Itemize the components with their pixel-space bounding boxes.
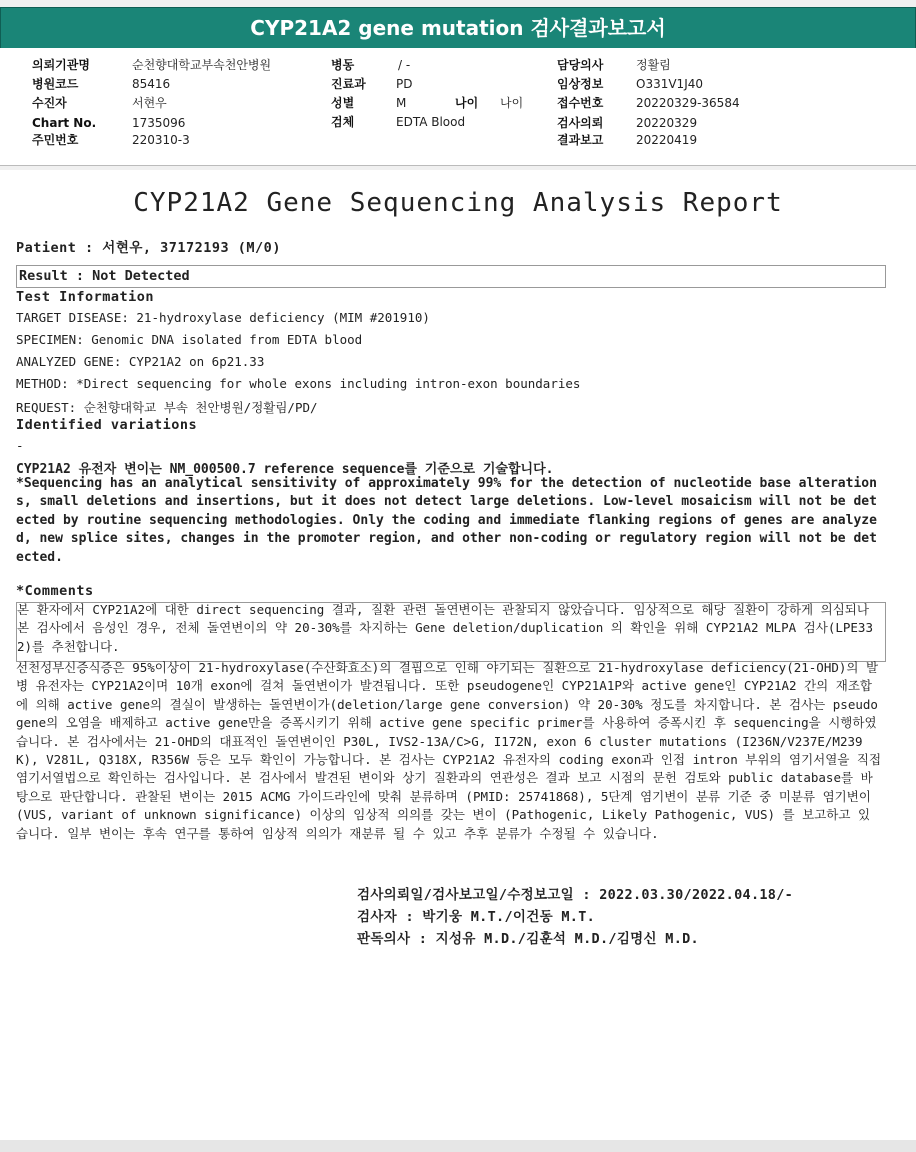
label-resident-number: 주민번호 xyxy=(32,133,79,147)
result-box xyxy=(16,265,886,288)
reading-physician-line: 판독의사 : 지성유 M.D./김훈석 M.D./김명신 M.D. xyxy=(357,931,699,947)
value-age: 나이 xyxy=(500,96,524,110)
report-banner-title: CYP21A2 gene mutation 검사결과보고서 xyxy=(0,7,916,49)
examiner-line: 검사자 : 박기웅 M.T./이건동 M.T. xyxy=(357,909,596,925)
value-sex: M xyxy=(396,96,407,110)
label-specimen: 검체 xyxy=(331,115,355,129)
label-ward: 병동 xyxy=(331,58,355,72)
report-dates: 검사의뢰일/검사보고일/수정보고일 : 2022.03.30/2022.04.18/- xyxy=(357,887,794,903)
identified-variations-value: - xyxy=(16,438,24,453)
label-attending-doctor: 담당의사 xyxy=(557,58,604,72)
label-patient-name: 수진자 xyxy=(32,96,67,110)
label-report-date: 결과보고 xyxy=(557,133,604,147)
report-title: CYP21A2 Gene Sequencing Analysis Report xyxy=(133,188,783,218)
value-request-date: 20220329 xyxy=(636,116,698,130)
page-footer xyxy=(0,1140,916,1152)
analyzed-gene: ANALYZED GENE: CYP21A2 on 6p21.33 xyxy=(16,354,265,369)
specimen-line: SPECIMEN: Genomic DNA isolated from EDTA blood xyxy=(16,332,363,347)
label-age: 나이 xyxy=(455,96,479,110)
value-ward: / - xyxy=(398,58,411,72)
label-chart-no: Chart No. xyxy=(32,116,97,130)
value-resident-number: 220310-3 xyxy=(132,133,190,147)
value-patient-name: 서현우 xyxy=(132,96,167,110)
value-hospital-code: 85416 xyxy=(132,77,171,91)
label-requesting-institution: 의뢰기관명 xyxy=(32,58,90,72)
value-attending-doctor: 정활림 xyxy=(636,58,671,72)
request-line: REQUEST: 순천향대학교 부속 천안병원/정활림/PD/ xyxy=(16,400,318,415)
report-body xyxy=(0,170,916,1140)
sensitivity-note: *Sequencing has an analytical sensitivity of approximately 99% for the detection of nucleotide base alterations, small deletions and insertions, but it does not detect large deletions. Low-level mosaicism will not be detected by routine sequencing methodologies. Only the coding and immediate flanking regions of genes are analyzed, new splice sites, changes in the promoter region, and other non-coding or regulatory region will not be detected. xyxy=(16,476,877,565)
value-clinical-info: O331V1J40 xyxy=(636,77,704,91)
value-report-date: 20220419 xyxy=(636,133,698,147)
value-requesting-institution: 순천향대학교부속천안병원 xyxy=(132,58,272,72)
label-accession-number: 접수번호 xyxy=(557,96,604,110)
value-specimen: EDTA Blood xyxy=(396,115,466,129)
reference-note: CYP21A2 유전자 변이는 NM_000500.7 reference sequence를 기준으로 기술합니다. xyxy=(16,462,554,477)
label-hospital-code: 병원코드 xyxy=(32,77,79,91)
comments-header: *Comments xyxy=(16,583,94,599)
label-sex: 성별 xyxy=(331,96,355,110)
comment-boxed-text: 본 환자에서 CYP21A2에 대한 direct sequencing 결과, 질환 관련 돌연변이는 관찰되지 않았습니다. 임상적으로 해당 질환이 강하게 의심되나 본 검사에서 음성인 경우, 전체 돌연변이의 약 20-30%를 차지하는 Gene deletion/duplication 의 확인을 위해 CYP21A2 MLPA 검사(LPE332)를 추천합니다. xyxy=(17,602,873,654)
test-information-header: Test Information xyxy=(16,289,155,305)
label-department: 진료과 xyxy=(331,77,366,91)
value-accession-number: 20220329-36584 xyxy=(636,96,740,110)
target-disease: TARGET DISEASE: 21-hydroxylase deficiency (MIM #201910) xyxy=(16,310,430,325)
value-department: PD xyxy=(396,77,413,91)
result-text: Result : Not Detected xyxy=(19,268,190,284)
value-chart-no: 1735096 xyxy=(132,116,186,130)
method-line: METHOD: *Direct sequencing for whole exons including intron-exon boundaries xyxy=(16,376,581,391)
identified-variations-header: Identified variations xyxy=(16,417,198,433)
label-clinical-info: 임상정보 xyxy=(557,77,604,91)
patient-info-header xyxy=(0,48,916,166)
comment-body-text: 선천성부신증식증은 95%이상이 21-hydroxylase(수산화효소)의 결핍으로 인해 야기되는 질환으로 21-hydroxylase deficiency(21-OHD)의 발병 유전자는 CYP21A2이며 10개 exon에 걸쳐 돌연변이가 발견됩니다. 또한 pseudogene인 CYP21A1P와 active gene인 CYP21A2 간의 재조합에 의해 active gene의 결실이 발생하는 돌연변이가(deletion/large gene conversion) 약 20-30% 정도를 차지합니다. 본 검사는 pseudogene의 오염을 배제하고 active gene만을 증폭시키기 위해 active gene specific primer를 사용하여 증폭시킨 후 sequencing을 시행하였습니다. 본 검사에서는 21-OHD의 대표적인 돌연변이인 P30L, IVS2-13A/C>G, I172N, exon 6 cluster mutations (I236N/V237E/M239K), V281L, Q318X, R356W 등은 모두 확인이 가능합니다. 본 검사는 CYP21A2 유전자의 coding exon과 인접 intron 부위의 염기서열을 직접 염기서열법으로 확인하는 검사입니다. 본 검사에서 발견된 변이와 상기 질환과의 연관성은 결과 보고 시점의 문헌 검토와 public database를 바탕으로 판단합니다. 관찰된 변이는 2015 ACMG 가이드라인에 맞춰 분류하며 (PMID: 25741868), 5단계 염기변이 분류 기준 중 미분류 염기변이 (VUS, variant of unknown significance) 이상의 임상적 의의를 갖는 변이 (Pathogenic, Likely Pathogenic, VUS) 를 보고하고 있습니다. 일부 변이는 후속 연구를 통하여 임상적 의의가 재분류 될 수 있고 추후 분류가 수정될 수 있습니다. xyxy=(16,660,882,841)
label-request-date: 검사의뢰 xyxy=(557,116,604,130)
patient-line: Patient : 서현우, 37172193 (M/0) xyxy=(16,240,281,256)
